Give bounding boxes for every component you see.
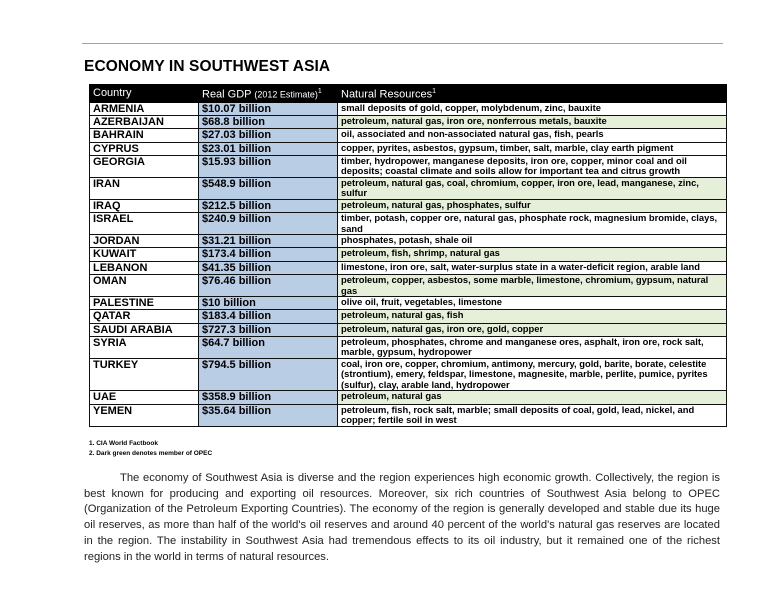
resources-cell: petroleum, natural gas, phosphates, sulfur (338, 199, 727, 212)
country-cell: KUWAIT (90, 248, 199, 261)
country-cell: JORDAN (90, 235, 199, 248)
table-row (90, 297, 727, 310)
gdp-cell: $794.5 billion (199, 358, 338, 391)
resources-cell: oil, associated and non-associated natural gas, fish, pearls (338, 129, 727, 142)
resources-cell: timber, potash, copper ore, natural gas, phosphate rock, magnesium bromide, clays, sand (338, 213, 727, 235)
table-row (90, 310, 727, 323)
gdp-cell: $240.9 billion (199, 213, 338, 235)
table-row (90, 261, 727, 274)
table-row (90, 213, 727, 235)
gdp-cell: $10 billion (199, 297, 338, 310)
gdp-cell: $727.3 billion (199, 323, 338, 336)
resources-cell: petroleum, natural gas, iron ore, gold, copper (338, 323, 727, 336)
table-row (90, 115, 727, 128)
country-cell: IRAN (90, 177, 199, 199)
table-row (90, 323, 727, 336)
country-cell: UAE (90, 391, 199, 404)
table-header-row (90, 85, 727, 103)
footnotes (89, 439, 212, 459)
gdp-cell: $183.4 billion (199, 310, 338, 323)
gdp-cell: $173.4 billion (199, 248, 338, 261)
header-country: Country (90, 85, 199, 103)
resources-cell: coal, iron ore, copper, chromium, antimony, mercury, gold, barite, borate, celestite (strontium), emery, feldspar, limestone, magnesite, marble, perlite, pumice, pyrites (sulfur), clay, arable land, hydropower (338, 358, 727, 391)
gdp-cell: $10.07 billion (199, 102, 338, 115)
gdp-cell: $358.9 billion (199, 391, 338, 404)
footnote-source: 1. CIA World Factbook (89, 440, 158, 447)
country-cell: QATAR (90, 310, 199, 323)
resources-cell: phosphates, potash, shale oil (338, 235, 727, 248)
country-cell: SYRIA (90, 336, 199, 358)
table-row (90, 391, 727, 404)
country-cell: SAUDI ARABIA (90, 323, 199, 336)
gdp-cell: $76.46 billion (199, 275, 338, 297)
resources-cell: small deposits of gold, copper, molybdenum, zinc, bauxite (338, 102, 727, 115)
resources-cell: petroleum, natural gas, coal, chromium, copper, iron ore, lead, manganese, zinc, sulfur (338, 177, 727, 199)
gdp-cell: $41.35 billion (199, 261, 338, 274)
country-cell: AZERBAIJAN (90, 115, 199, 128)
resources-cell: petroleum, fish, shrimp, natural gas (338, 248, 727, 261)
header-gdp: Real GDP (2012 Estimate)$^1$ (199, 85, 338, 103)
table-row (90, 358, 727, 391)
resources-cell: petroleum, copper, asbestos, some marble, limestone, chromium, gypsum, natural gas (338, 275, 727, 297)
table-row (90, 275, 727, 297)
resources-cell: petroleum, natural gas (338, 391, 727, 404)
country-cell: LEBANON (90, 261, 199, 274)
table-row (90, 404, 727, 426)
resources-cell: petroleum, fish, rock salt, marble; small deposits of coal, gold, lead, nickel, and copper; fertile soil in west (338, 404, 727, 426)
country-cell: ISRAEL (90, 213, 199, 235)
country-cell: BAHRAIN (90, 129, 199, 142)
table-row (90, 129, 727, 142)
gdp-cell: $548.9 billion (199, 177, 338, 199)
resources-cell: petroleum, natural gas, fish (338, 310, 727, 323)
resources-cell: limestone, iron ore, salt, water-surplus state in a water-deficit region, arable land (338, 261, 727, 274)
table-row (90, 235, 727, 248)
table-row (90, 177, 727, 199)
gdp-cell: $31.21 billion (199, 235, 338, 248)
country-cell: CYPRUS (90, 142, 199, 155)
table-row (90, 142, 727, 155)
gdp-cell: $68.8 billion (199, 115, 338, 128)
table-row (90, 248, 727, 261)
economy-table (89, 84, 727, 427)
table-row (90, 199, 727, 212)
resources-cell: copper, pyrites, asbestos, gypsum, timber, salt, marble, clay earth pigment (338, 142, 727, 155)
country-cell: TURKEY (90, 358, 199, 391)
resources-cell: olive oil, fruit, vegetables, limestone (338, 297, 727, 310)
country-cell: ARMENIA (90, 102, 199, 115)
table-row (90, 155, 727, 177)
gdp-cell: $64.7 billion (199, 336, 338, 358)
country-cell: YEMEN (90, 404, 199, 426)
country-cell: GEORGIA (90, 155, 199, 177)
country-cell: PALESTINE (90, 297, 199, 310)
body-paragraph: The economy of Southwest Asia is diverse and the region experiences high economic growth. Collectively, the region is best known for producing and exporting oil resources. Moreover, six rich countries of Southwest Asia belong to OPEC (Organization of the Petroleum Exporting Countries). The economy of the region is generally developed and stable due its huge oil reserves, as more than half of the world's oil reserves and around 40 percent of the world's natural gas reserves are located in the region. The instability in Southwest Asia had tremendous effects to its oil industry, but it remained one of the richest regions in the world in terms of natural resources. (84, 472, 720, 563)
table-row (90, 102, 727, 115)
gdp-cell: $212.5 billion (199, 199, 338, 212)
page-title: ECONOMY IN SOUTHWEST ASIA (84, 58, 331, 75)
resources-cell: petroleum, natural gas, iron ore, nonferrous metals, bauxite (338, 115, 727, 128)
resources-cell: petroleum, phosphates, chrome and manganese ores, asphalt, iron ore, rock salt, marble, gypsum, hydropower (338, 336, 727, 358)
resources-cell: timber, hydropower, manganese deposits, iron ore, copper, minor coal and oil deposits; coastal climate and soils allow for important tea and citrus growth (338, 155, 727, 177)
table-row (90, 336, 727, 358)
country-cell: IRAQ (90, 199, 199, 212)
gdp-cell: $15.93 billion (199, 155, 338, 177)
country-cell: OMAN (90, 275, 199, 297)
gdp-cell: $27.03 billion (199, 129, 338, 142)
table-body (90, 102, 727, 426)
footnote-opec: 2. Dark green denotes member of OPEC (89, 450, 213, 457)
header-resources: Natural Resources$^1$ (338, 85, 727, 103)
gdp-cell: $35.64 billion (199, 404, 338, 426)
header-rule (82, 43, 723, 44)
gdp-cell: $23.01 billion (199, 142, 338, 155)
